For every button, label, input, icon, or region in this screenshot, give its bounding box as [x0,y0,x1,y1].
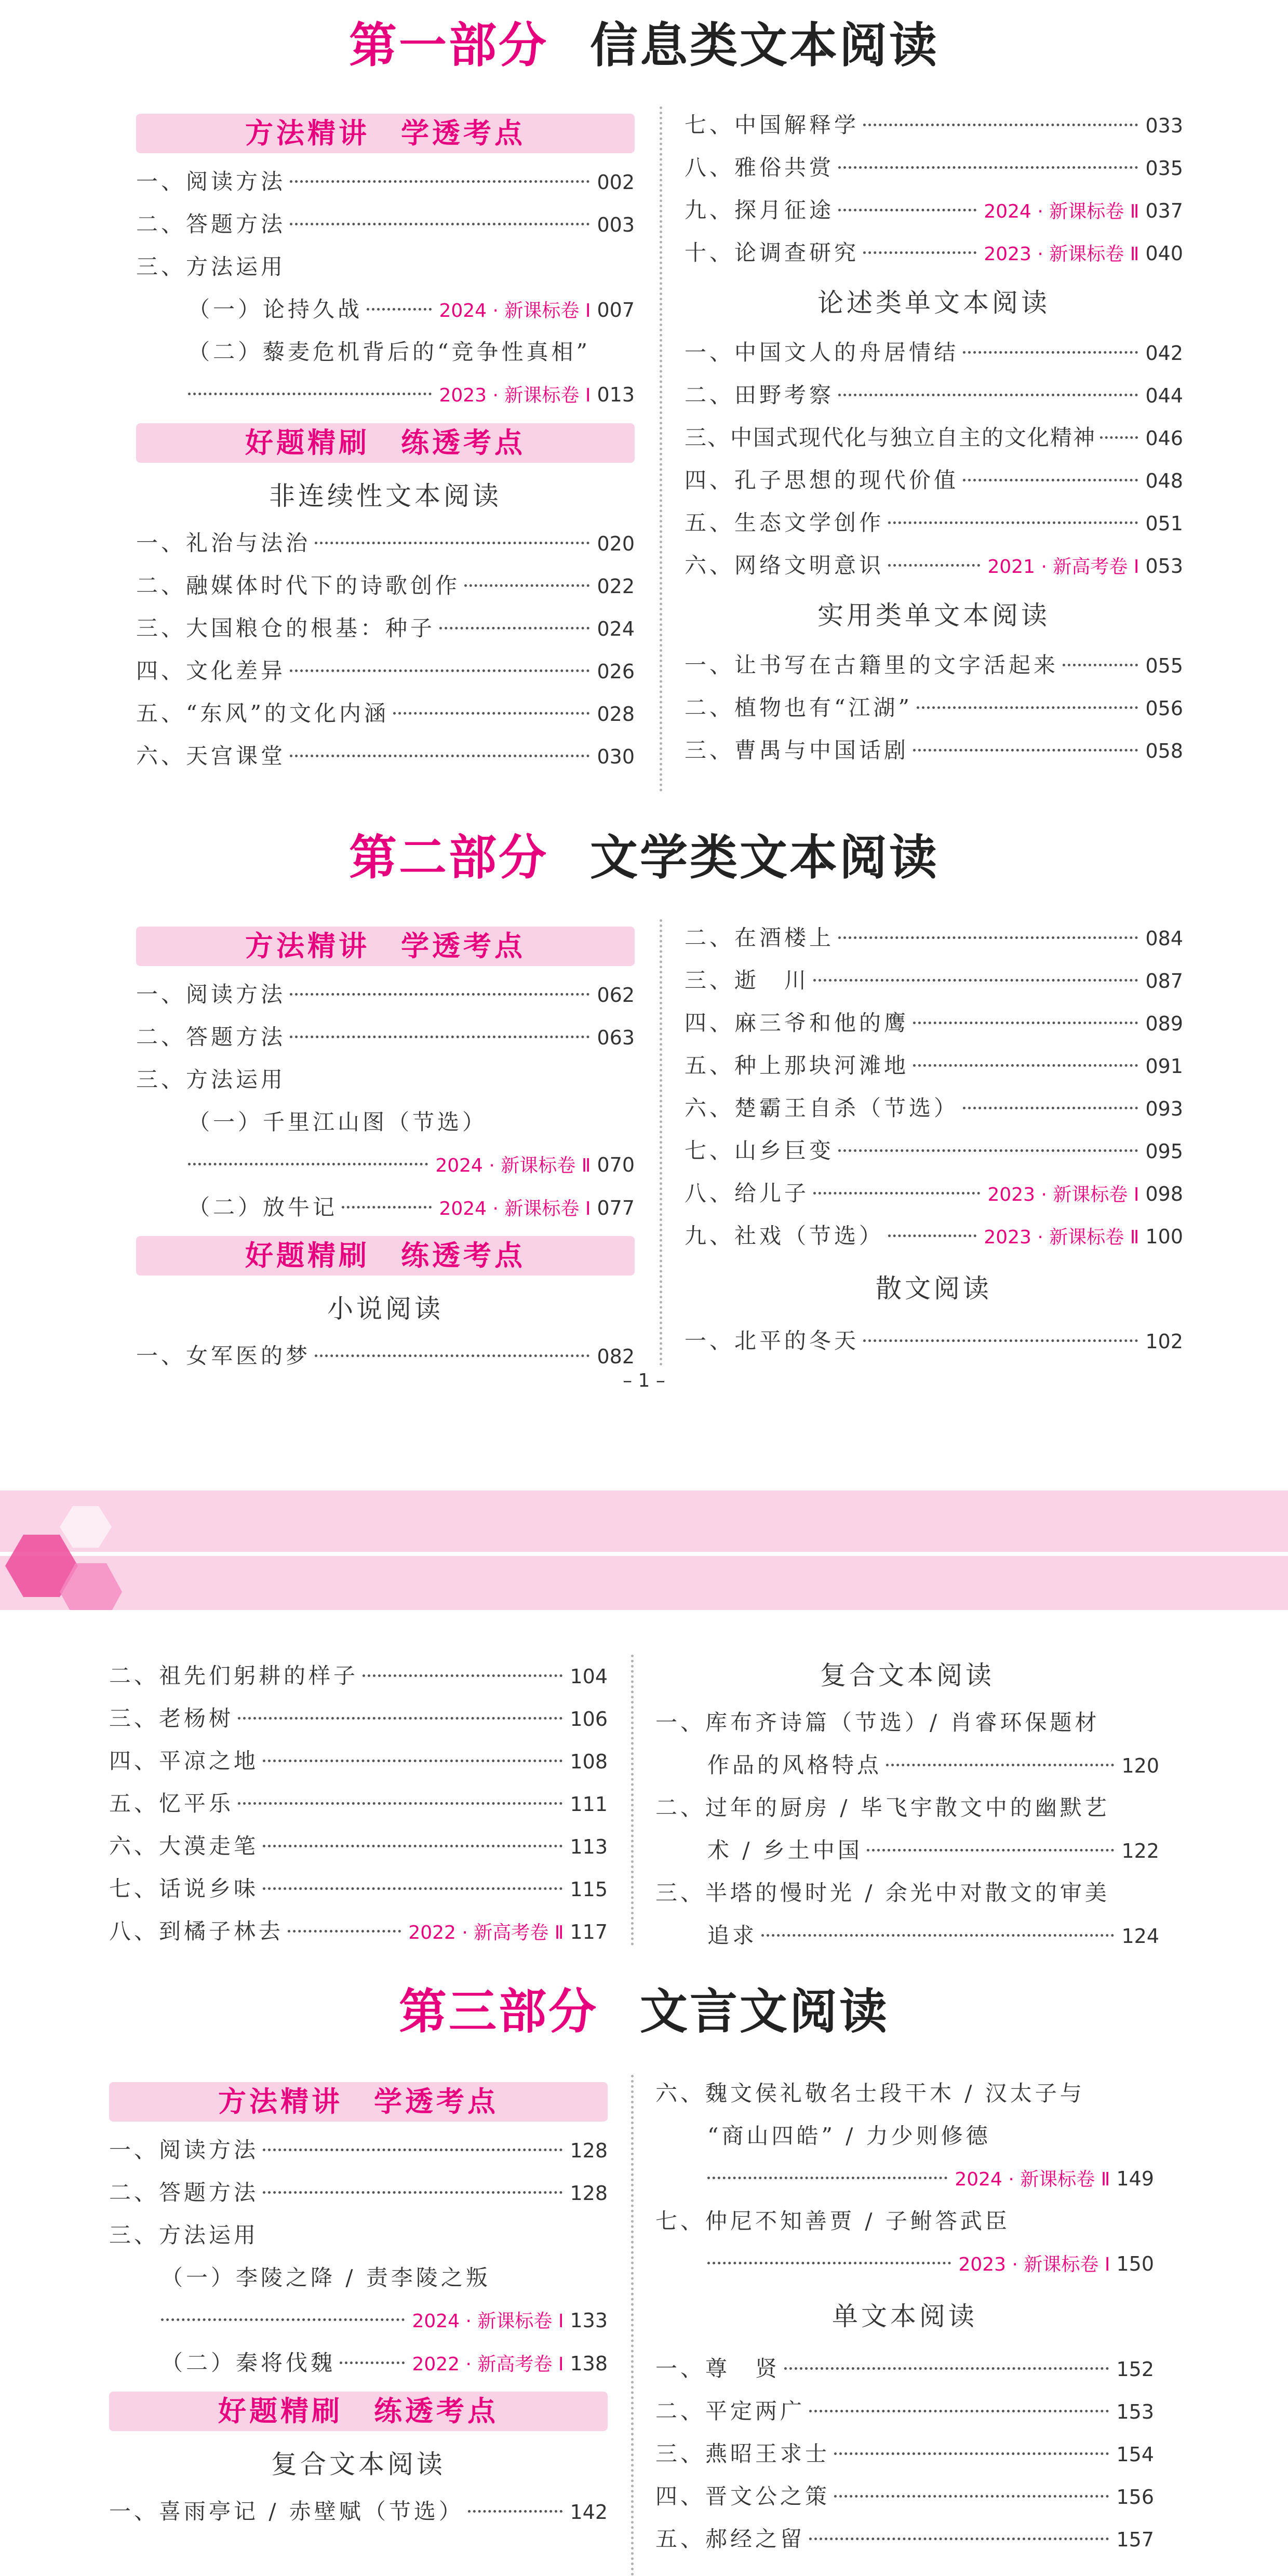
toc-entry[interactable]: 三、中国式现代化与独立自主的文化精神 046 [685,425,1183,450]
section-subtitle: 单文本阅读 [832,2301,977,2331]
part-1-name: 信息类文本阅读 [590,17,940,73]
toc-entry-continued[interactable]: 2023 · 新课标卷 Ⅰ 013 [136,373,635,416]
part-1-left-column [136,106,662,792]
exam-tag: 2024 · 新课标卷 Ⅱ [955,2169,1110,2190]
toc-entry[interactable]: 一、阅读方法 062 [136,982,635,1007]
toc-entry[interactable]: 二、过年的厨房 / 毕飞宇散文中的幽默艺 [655,1795,1110,1820]
toc-entry[interactable]: 一、喜雨亭记 / 赤壁赋（节选） 142 [109,2499,608,2524]
exam-tag: 2024 · 新课标卷 Ⅰ [439,1198,591,1219]
toc-entry[interactable]: 二、融媒体时代下的诗歌创作 022 [136,573,635,598]
toc-entry[interactable]: 一、尊 贤 152 [655,2356,1154,2381]
practice-banner: 好题精刷 练透考点 [109,2392,608,2431]
part-2b-left-column [109,1655,634,1946]
toc-entry[interactable]: （一）李陵之降 / 责李陵之叛 [161,2265,491,2290]
practice-banner: 好题精刷 练透考点 [136,423,635,463]
section-subtitle: 非连续性文本阅读 [269,481,502,511]
toc-heading: 三、方法运用 [109,2222,259,2248]
part-2-name: 文学类文本阅读 [590,829,940,886]
page-divider-band [0,1491,1288,1610]
method-banner: 方法精讲 学透考点 [136,114,635,153]
toc-entry[interactable]: 二、祖先们躬耕的样子 104 [109,1663,608,1688]
part-1-number: 第一部分 [348,17,548,73]
toc-entry[interactable]: 三、半塔的慢时光 / 余光中对散文的审美 [655,1880,1110,1906]
section-subtitle: 实用类单文本阅读 [817,600,1050,630]
toc-entry[interactable]: 七、话说乡味 115 [109,1876,608,1901]
toc-entry-continued[interactable]: 2024 · 新课标卷 Ⅱ 070 [136,1144,635,1186]
part-2-title [0,820,1288,888]
toc-entry[interactable]: 五、生态文学创作 051 [685,510,1183,535]
method-banner: 方法精讲 学透考点 [136,927,635,966]
toc-entry[interactable]: 五、“东风”的文化内涵 028 [136,701,635,726]
toc-entry-continued[interactable]: “商山四皓” / 力少则修德 [707,2123,991,2149]
toc-entry[interactable]: 四、文化差异 026 [136,658,635,683]
exam-tag: 2023 · 新课标卷 Ⅰ [987,1184,1139,1205]
toc-entry[interactable]: 一、阅读方法 002 [136,169,635,194]
toc-entry-continued[interactable]: 2024 · 新课标卷 Ⅱ 149 [655,2157,1154,2200]
exam-tag: 2024 · 新课标卷 Ⅰ [412,2311,564,2332]
toc-entry[interactable]: 八、给儿子 2023 · 新课标卷 Ⅰ 098 [685,1172,1183,1215]
toc-entry[interactable]: 十、论调查研究 2023 · 新课标卷 Ⅱ 040 [685,232,1183,274]
toc-entry[interactable]: 一、礼治与法治 020 [136,530,635,556]
section-subtitle: 论述类单文本阅读 [817,288,1050,318]
toc-heading: 三、方法运用 [136,254,286,279]
toc-entry[interactable]: 四、晋文公之策 156 [655,2484,1154,2509]
exam-tag: 2023 · 新课标卷 Ⅰ [439,385,591,406]
exam-tag: 2024 · 新课标卷 Ⅱ [984,201,1139,222]
toc-entry[interactable]: 三、大国粮仓的根基：种子 024 [136,615,635,641]
toc-entry[interactable]: 六、大漠走笔 113 [109,1833,608,1859]
toc-entry[interactable]: （一）论持久战 2024 · 新课标卷 Ⅰ 007 [136,288,635,331]
exam-tag: 2023 · 新课标卷 Ⅱ [984,1227,1139,1248]
toc-entry[interactable]: 一、让书写在古籍里的文字活起来 055 [685,652,1183,678]
toc-entry[interactable]: 二、答题方法 063 [136,1024,635,1050]
toc-entry[interactable]: 四、麻三爷和他的鹰 089 [685,1010,1183,1036]
part-3-right-column [655,2072,1154,2560]
toc-entry-continued[interactable]: 2024 · 新课标卷 Ⅰ 133 [109,2299,608,2342]
toc-entry[interactable]: 二、答题方法 003 [136,211,635,237]
toc-entry-continued[interactable]: 2023 · 新课标卷 Ⅰ 150 [655,2243,1154,2285]
toc-entry[interactable]: 六、魏文侯礼敬名士段干木 / 汉太子与 [655,2081,1085,2106]
toc-entry[interactable]: 一、女军医的梦 082 [136,1343,635,1369]
toc-entry[interactable]: 三、曹禺与中国话剧 058 [685,737,1183,763]
exam-tag: 2024 · 新课标卷 Ⅱ [435,1155,591,1176]
toc-entry[interactable]: 一、库布齐诗篇（节选）/ 肖睿环保题材 [655,1710,1100,1735]
method-banner: 方法精讲 学透考点 [109,2082,608,2122]
toc-entry[interactable]: （一）千里江山图（节选） [188,1109,488,1135]
toc-entry-continued[interactable]: 追求 124 [707,1923,1159,1948]
toc-entry[interactable]: 五、郝经之留 157 [655,2526,1154,2552]
toc-entry[interactable]: 七、中国解释学 033 [685,112,1183,138]
toc-entry[interactable]: 二、平定两广 153 [655,2398,1154,2424]
toc-entry[interactable]: 一、阅读方法 128 [109,2137,608,2163]
toc-entry[interactable]: 六、网络文明意识 2021 · 新高考卷 Ⅰ 053 [685,544,1183,587]
toc-entry[interactable]: 二、植物也有“江湖” 056 [685,695,1183,720]
toc-entry[interactable]: 三、逝 川 087 [685,968,1183,993]
section-subtitle: 小说阅读 [327,1294,444,1324]
exam-tag: 2021 · 新高考卷 Ⅰ [987,556,1139,578]
toc-heading: 三、方法运用 [136,1067,286,1092]
toc-entry[interactable]: （二）放牛记 2024 · 新课标卷 Ⅰ 077 [136,1186,635,1229]
toc-entry[interactable]: 六、楚霸王自杀（节选） 093 [685,1095,1183,1121]
exam-tag: 2022 · 新高考卷 Ⅰ [412,2354,564,2375]
part-3-name: 文言文阅读 [640,1983,890,2040]
toc-entry[interactable]: 三、燕昭王求士 154 [655,2441,1154,2466]
practice-banner: 好题精刷 练透考点 [136,1236,635,1276]
toc-entry[interactable]: 二、在酒楼上 084 [685,925,1183,950]
toc-entry[interactable]: （二）秦将伐魏 2022 · 新高考卷 Ⅰ 138 [109,2342,608,2384]
part-2b-right-column [655,1649,1159,1957]
toc-entry[interactable]: 五、忆平乐 111 [109,1791,608,1816]
toc-entry[interactable]: 七、仲尼不知善贾 / 子鲋答武臣 [655,2208,1010,2234]
toc-entry[interactable]: 五、种上那块河滩地 091 [685,1053,1183,1078]
exam-tag: 2022 · 新高考卷 Ⅱ [408,1922,564,1943]
toc-entry-continued[interactable]: 作品的风格特点 120 [707,1752,1159,1778]
part-2-left-column [136,919,662,1369]
toc-entry[interactable]: 二、答题方法 128 [109,2180,608,2205]
part-3-left-column [109,2075,634,2576]
part-2-number: 第二部分 [348,829,548,886]
toc-entry[interactable]: 三、老杨树 106 [109,1706,608,1731]
toc-entry[interactable]: 一、中国文人的舟居情结 042 [685,340,1183,365]
section-subtitle: 散文阅读 [876,1273,992,1304]
part-1-title [0,7,1288,76]
part-3-number: 第三部分 [398,1983,598,2040]
toc-entry[interactable]: 八、雅俗共赏 035 [685,155,1183,180]
toc-entry[interactable]: （二）藜麦危机背后的“竞争性真相” [188,339,591,365]
exam-tag: 2024 · 新课标卷 Ⅰ [439,300,591,321]
part-3-title [0,1974,1288,2042]
toc-entry[interactable]: 四、孔子思想的现代价值 048 [685,467,1183,493]
toc-entry[interactable]: 九、社戏（节选） 2023 · 新课标卷 Ⅱ 100 [685,1215,1183,1257]
toc-entry[interactable]: 六、天宫课堂 030 [136,743,635,769]
toc-entry[interactable]: 二、田野考察 044 [685,382,1183,408]
exam-tag: 2023 · 新课标卷 Ⅱ [984,244,1139,265]
page-number: – 1 – [623,1370,665,1391]
hexagon-decoration-icon [0,1491,156,1610]
part-2-right-column [685,917,1183,1362]
section-subtitle: 复合文本阅读 [820,1660,995,1691]
toc-entry-continued[interactable]: 术 / 乡土中国 122 [707,1837,1159,1863]
toc-entry[interactable]: 七、山乡巨变 095 [685,1138,1183,1163]
toc-entry[interactable]: 八、到橘子林去 2022 · 新高考卷 Ⅱ 117 [109,1910,608,1953]
part-1-right-column [685,104,1183,772]
section-subtitle: 复合文本阅读 [271,2449,446,2479]
toc-entry[interactable]: 四、平凉之地 108 [109,1748,608,1774]
exam-tag: 2023 · 新课标卷 Ⅰ [958,2254,1110,2275]
toc-entry[interactable]: 九、探月征途 2024 · 新课标卷 Ⅱ 037 [685,189,1183,232]
toc-entry[interactable]: 一、北平的冬天 102 [685,1328,1183,1353]
